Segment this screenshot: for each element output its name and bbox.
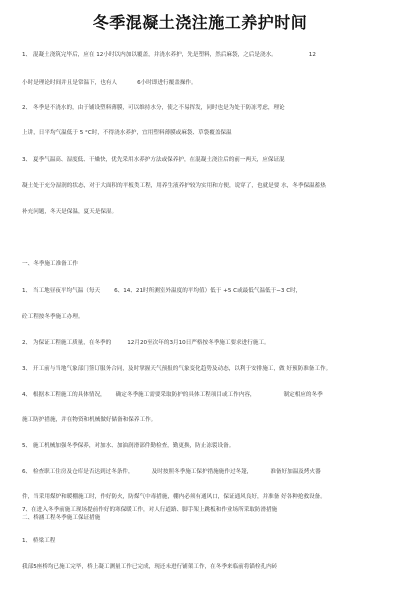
line-segment: 3、 开工前与当地气象部门签订服务合同，及时掌握天气预报的气象变化趋势及动态，以利于安排施工，做 好预防准备工作。 <box>22 366 332 372</box>
paragraph-line <box>22 52 316 59</box>
line-segment: 上讲，日平均气温低于 5 °C时，不得浇水养护，宜用塑料薄膜或麻袋、草袋覆盖保温 <box>22 130 232 136</box>
paragraph-line <box>22 314 84 321</box>
line-segment: 4、 根据本工程施工的具体情况， <box>22 392 106 398</box>
line-segment: 2、 为保证工程施工质量，在冬季的 <box>22 340 112 346</box>
line-segment: 1、 当工地昼夜平均气温（每天 <box>22 288 101 294</box>
line-segment: 凝土处于充分湿润的状态，对于大面积的平板类工程，用养生液养护较为实用和方便，说穿了，也就是要 水，冬季保温蓄热 <box>22 183 326 189</box>
section-heading <box>22 515 100 522</box>
paragraph-line <box>22 130 232 137</box>
paragraph-line <box>22 564 277 571</box>
paragraph-line <box>22 340 270 347</box>
line-segment: 6小时即进行覆盖操作。 <box>137 80 197 86</box>
line-segment: 一、冬季施工准备工作 <box>22 261 78 267</box>
line-segment: 确定冬季施工需要采取防护的具体工程项目或工作内容， <box>115 392 256 398</box>
paragraph-line <box>22 417 156 424</box>
document-title: 冬季混凝土浇注施工养护时间 <box>92 13 308 32</box>
paragraph-line <box>22 183 326 190</box>
line-segment: 6、 检查职工住房及仓库是否达到过冬条件， <box>22 469 134 475</box>
line-segment: 6、14、21时所测室外温度的平均值）低于 +5 C或最低气温低于−3 C时， <box>114 288 302 294</box>
paragraph-line <box>22 105 285 112</box>
line-segment: 2、 冬季是不浇水的，由于铺设塑料薄膜，可以维持水分，使之不易挥发，同时也是为处于防冻考虑，理论 <box>22 105 285 111</box>
line-segment: 件，当采用煤炉和暖棚施工时，作好防火，防煤气中毒措施，棚内必须有通风口，保证通风良好，并准备 好各种抢救设备。 <box>22 494 326 500</box>
paragraph-line <box>22 80 197 87</box>
paragraph-line <box>22 288 301 295</box>
line-segment: 12月20至次年的3月10日严格按冬季施工要求进行施工。 <box>127 340 270 346</box>
paragraph-line <box>22 392 323 399</box>
line-segment: 补充问题，冬天是保温，夏天是保湿。 <box>22 209 118 215</box>
paragraph-line <box>22 469 321 476</box>
paragraph-line <box>22 507 277 514</box>
paragraph-line <box>22 209 117 216</box>
line-segment: 小时是理论时间并且是常温下，也有人 <box>22 80 118 86</box>
line-segment: 制定相应的冬季 <box>283 392 323 398</box>
line-segment: 3、 夏季气温高、湿度低、干燥快，优先采用水养护方法或保养护，在混凝土浇注后的前一两天，应保证混 <box>22 157 285 163</box>
line-segment: 1、 桥梁工程 <box>22 538 56 544</box>
subsection-heading <box>22 538 55 545</box>
line-segment: 1、 混凝土浇筑完毕后，应在 12小时以内加以覆盖，并浇水养护，先是塑料，然后麻袋，之后是浇水。 <box>22 52 277 58</box>
line-segment: 准备好加温及烤火器 <box>270 469 321 475</box>
line-segment: 二、桥涵工程冬季施工保证措施 <box>22 515 101 521</box>
line-segment: 我部5座桥均已施工完毕，桥上凝工测量工作已完成，现还未进行铺架工作，在冬季来临前将锚栓孔内砖 <box>22 564 278 570</box>
section-heading <box>22 261 78 268</box>
paragraph-line <box>22 157 285 164</box>
paragraph-line <box>22 443 234 450</box>
line-segment: 及时按照冬季施工保护措施施作过冬篷， <box>151 469 253 475</box>
paragraph-line <box>22 494 326 501</box>
line-segment: 砼工程按冬季施工办理。 <box>22 314 84 320</box>
line-segment: 施工防护措施，并在物资和机械做好储备和保养工作。 <box>22 417 157 423</box>
line-segment: 7、在进入冬季前施工现场提前作好的寒保暖工作，对人行道路、脚手架上跳板和作业场所采取防滑措施 <box>22 507 278 513</box>
paragraph-line <box>22 366 331 373</box>
line-segment: 5、 施工机械加强冬季保养，对加水、加油润滑部件勤检查，勤更换，防止冻裂设备。 <box>22 443 235 449</box>
line-segment: 12 <box>308 52 316 58</box>
